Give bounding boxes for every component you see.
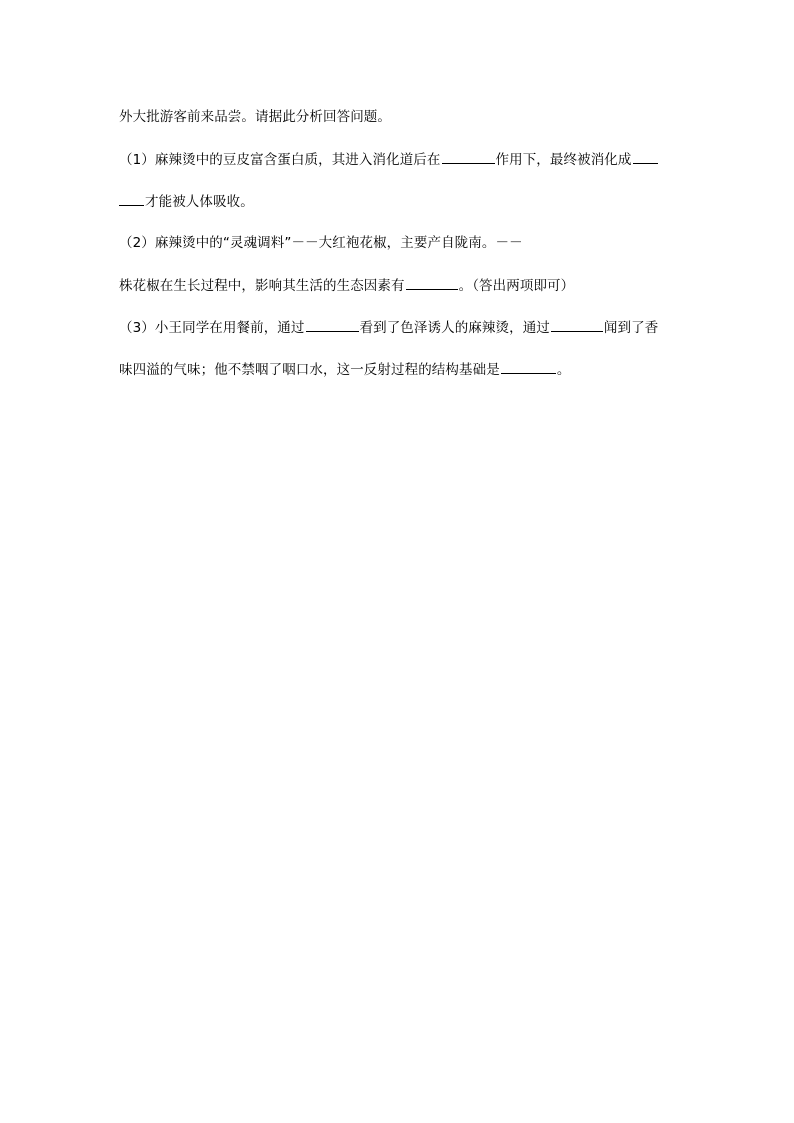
q1-prefix-text: （1）麻辣烫中的豆皮富含蛋白质，其进入消化道后在: [119, 152, 441, 168]
question-1-line-1: [119, 150, 659, 169]
q2-prefix-text: 株花椒在生长过程中，影响其生活的生态因素有: [119, 278, 405, 294]
answer-blank[interactable]: [551, 318, 603, 332]
answer-blank[interactable]: [501, 360, 556, 374]
q1-middle-text: 作用下，最终被消化成: [495, 152, 632, 168]
intro-text: 外大批游客前来品尝。请据此分析回答问题。: [119, 109, 391, 125]
answer-blank[interactable]: [442, 150, 495, 164]
question-2-line-1: [119, 234, 523, 252]
question-3-line-2: [119, 360, 570, 379]
answer-blank[interactable]: [633, 150, 658, 164]
question-1-line-2: [119, 192, 254, 211]
q3-middle-text: 看到了色泽诱人的麻辣烫，通过: [359, 320, 550, 336]
q2-text: （2）麻辣烫中的“灵魂调料”－－大红袍花椒，主要产自陇南。－－: [119, 235, 523, 251]
q1-suffix-text: 才能被人体吸收。: [145, 194, 254, 210]
q3-line2-suffix-text: 。: [556, 362, 571, 378]
q2-suffix-text: 。（答出两项即可）: [458, 278, 575, 294]
question-3-line-1: [119, 318, 658, 337]
answer-blank[interactable]: [119, 192, 144, 206]
q3-line2-prefix-text: 味四溢的气味；他不禁咽了咽口水，这一反射过程的结构基础是: [119, 362, 500, 378]
question-2-line-2: [119, 276, 574, 295]
answer-blank[interactable]: [306, 318, 359, 332]
q3-prefix-text: （3）小王同学在用餐前，通过: [119, 320, 305, 336]
intro-line: [119, 108, 391, 126]
q3-suffix-text: 闻到了香: [603, 320, 659, 336]
answer-blank[interactable]: [406, 276, 458, 290]
